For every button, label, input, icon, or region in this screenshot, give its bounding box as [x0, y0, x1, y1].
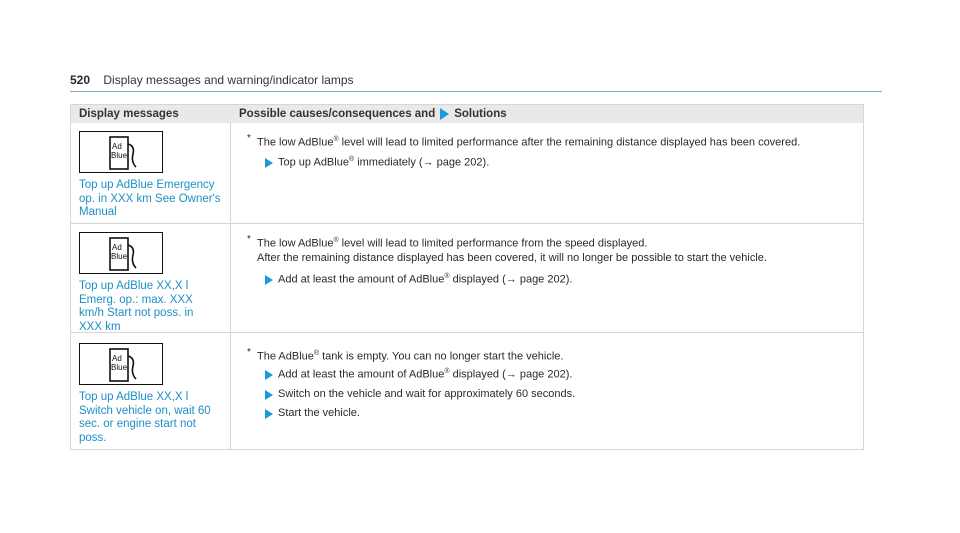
page-header: [70, 73, 882, 92]
icon-text-blue: Blue: [111, 363, 128, 372]
page-number: 520: [70, 73, 91, 87]
table-header: [71, 105, 863, 123]
column-header-solutions-label: Solutions: [454, 108, 507, 120]
registered-mark: ®: [313, 350, 320, 357]
table-row: [71, 332, 863, 450]
solution-text-a: Start the vehicle.: [278, 407, 360, 419]
solution-step: [278, 388, 575, 400]
registered-mark: ®: [348, 156, 355, 163]
adblue-warning-icon: [79, 232, 163, 274]
solution-text-b: displayed (→ page 202).: [452, 368, 573, 381]
message-line: Emerg. op.: max. XXX: [79, 293, 193, 306]
cause-text-a: The AdBlue: [257, 350, 314, 363]
cause-cell: [231, 123, 863, 226]
icon-text-blue: Blue: [111, 252, 128, 261]
solution-text-b: displayed (→ page 202).: [452, 273, 573, 286]
adblue-warning-icon: [79, 131, 163, 173]
cause-text-b: level will lead to limited performance after the remaining distance displayed has been covered.: [341, 136, 801, 149]
cause-cell: [231, 224, 863, 337]
footnote-star: *: [247, 234, 251, 245]
solution-text-a: Switch on the vehicle and wait for approximately 60 seconds.: [278, 388, 576, 400]
cause-text-b: tank is empty. You can no longer start the vehicle.: [322, 350, 564, 363]
solution-text-a: Add at least the amount of AdBlue: [278, 273, 445, 286]
message-line: Top up AdBlue XX,X l: [79, 280, 189, 292]
page-title: Display messages and warning/indicator lamps: [103, 73, 354, 87]
solution-text-a: Add at least the amount of AdBlue: [278, 368, 445, 381]
cause-text-b: level will lead to limited performance from the speed displayed.: [341, 237, 648, 250]
cause-line-2: After the remaining distance displayed has been covered, it will no longer be possible to start the vehicle.: [257, 252, 767, 264]
footnote-star: *: [247, 347, 251, 358]
column-header-causes-label: Possible causes/consequences and: [239, 108, 436, 120]
message-line: poss.: [79, 431, 107, 444]
icon-text-ad: Ad: [112, 354, 122, 363]
footnote-star: *: [247, 133, 251, 144]
column-header-causes: [239, 108, 507, 120]
step-arrow-icon: [265, 390, 273, 400]
solution-arrow-icon: [440, 108, 449, 120]
table-row: [71, 223, 863, 337]
solution-step: [278, 407, 360, 419]
message-cell: [71, 333, 231, 450]
message-line: Top up AdBlue Emergency: [79, 179, 215, 191]
registered-mark: ®: [444, 273, 450, 280]
icon-text-ad: Ad: [112, 142, 122, 151]
display-message: [79, 391, 211, 445]
registered-mark: ®: [333, 237, 339, 244]
icon-text-blue: Blue: [111, 151, 128, 160]
column-header-messages: Display messages: [79, 108, 179, 120]
display-message: [79, 280, 193, 334]
message-line: sec. or engine start not: [79, 418, 196, 430]
message-line: Switch vehicle on, wait 60: [79, 404, 211, 417]
display-messages-table: [70, 104, 864, 450]
step-arrow-icon: [265, 370, 273, 380]
message-line: op. in XXX km See Owner's: [79, 192, 221, 205]
step-arrow-icon: [265, 409, 273, 419]
registered-mark: ®: [444, 368, 450, 375]
solution-step: [278, 273, 572, 286]
solution-text-b: immediately (→ page 202).: [357, 156, 490, 169]
adblue-warning-icon: [79, 343, 163, 385]
registered-mark: ®: [333, 136, 339, 143]
message-cell: [71, 123, 231, 226]
table-row: [71, 123, 863, 226]
step-arrow-icon: [265, 275, 273, 285]
message-line: XXX km: [79, 320, 121, 333]
message-line: Manual: [79, 206, 117, 218]
message-line: km/h Start not poss. in: [79, 307, 194, 319]
cause-text-a: The low AdBlue: [257, 136, 334, 149]
message-line: Top up AdBlue XX,X l: [79, 391, 189, 403]
solution-step: [278, 368, 572, 381]
cause-text-a: The low AdBlue: [257, 237, 334, 250]
display-message: [79, 179, 221, 220]
solution-text-a: Top up AdBlue: [278, 156, 349, 169]
step-arrow-icon: [265, 158, 273, 168]
solution-step: [278, 156, 489, 169]
cause-cell: [231, 333, 863, 450]
message-cell: [71, 224, 231, 337]
icon-text-ad: Ad: [112, 243, 122, 252]
